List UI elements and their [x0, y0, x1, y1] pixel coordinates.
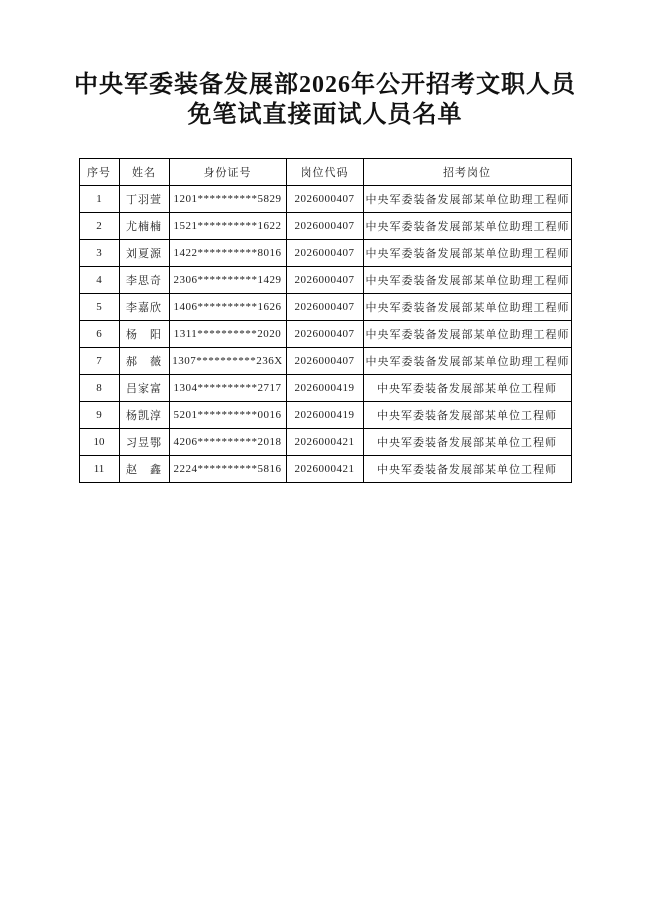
- table-row: [79, 348, 571, 375]
- column-header-id-number: 身份证号: [169, 159, 286, 186]
- cell-position-code: 2026000407: [286, 294, 363, 321]
- cell-name: 刘夏源: [119, 240, 169, 267]
- table-row: [79, 294, 571, 321]
- cell-serial: 8: [79, 375, 119, 402]
- table-row: [79, 402, 571, 429]
- column-header-name: 姓名: [119, 159, 169, 186]
- cell-serial: 7: [79, 348, 119, 375]
- cell-position-code: 2026000407: [286, 213, 363, 240]
- cell-position-code: 2026000407: [286, 186, 363, 213]
- cell-serial: 4: [79, 267, 119, 294]
- document-title: [0, 0, 650, 130]
- cell-position-title: 中央军委装备发展部某单位助理工程师: [363, 240, 571, 267]
- cell-id-number: 1406**********1626: [169, 294, 286, 321]
- table-body: [79, 186, 571, 483]
- cell-serial: 10: [79, 429, 119, 456]
- table-row: [79, 267, 571, 294]
- cell-name: 杨凯淳: [119, 402, 169, 429]
- cell-position-title: 中央军委装备发展部某单位助理工程师: [363, 321, 571, 348]
- cell-name: 尤楠楠: [119, 213, 169, 240]
- column-header-position-title: 招考岗位: [363, 159, 571, 186]
- cell-name: 李思奇: [119, 267, 169, 294]
- cell-position-code: 2026000421: [286, 456, 363, 483]
- cell-position-title: 中央军委装备发展部某单位助理工程师: [363, 348, 571, 375]
- title-line-2: 免笔试直接面试人员名单: [187, 102, 463, 128]
- cell-name: 丁羽萱: [119, 186, 169, 213]
- cell-id-number: 2306**********1429: [169, 267, 286, 294]
- cell-position-title: 中央军委装备发展部某单位助理工程师: [363, 294, 571, 321]
- cell-position-title: 中央军委装备发展部某单位工程师: [363, 456, 571, 483]
- cell-position-title: 中央军委装备发展部某单位工程师: [363, 375, 571, 402]
- cell-name: 吕家富: [119, 375, 169, 402]
- cell-id-number: 1521**********1622: [169, 213, 286, 240]
- cell-position-code: 2026000407: [286, 267, 363, 294]
- cell-position-code: 2026000421: [286, 429, 363, 456]
- cell-id-number: 5201**********0016: [169, 402, 286, 429]
- cell-serial: 6: [79, 321, 119, 348]
- cell-id-number: 1201**********5829: [169, 186, 286, 213]
- table-row: [79, 321, 571, 348]
- cell-id-number: 1422**********8016: [169, 240, 286, 267]
- title-line-1: 中央军委装备发展部2026年公开招考文职人员: [74, 72, 576, 98]
- cell-id-number: 2224**********5816: [169, 456, 286, 483]
- table-row: [79, 375, 571, 402]
- cell-serial: 2: [79, 213, 119, 240]
- cell-name: 赵 鑫: [119, 456, 169, 483]
- cell-name: 杨 阳: [119, 321, 169, 348]
- roster-table: [79, 158, 572, 483]
- cell-id-number: 1304**********2717: [169, 375, 286, 402]
- cell-serial: 3: [79, 240, 119, 267]
- cell-position-title: 中央军委装备发展部某单位工程师: [363, 429, 571, 456]
- cell-position-code: 2026000419: [286, 375, 363, 402]
- cell-position-title: 中央军委装备发展部某单位助理工程师: [363, 213, 571, 240]
- cell-serial: 5: [79, 294, 119, 321]
- cell-serial: 9: [79, 402, 119, 429]
- cell-serial: 1: [79, 186, 119, 213]
- cell-position-title: 中央军委装备发展部某单位助理工程师: [363, 186, 571, 213]
- column-header-serial: 序号: [79, 159, 119, 186]
- cell-id-number: 1311**********2020: [169, 321, 286, 348]
- cell-position-code: 2026000419: [286, 402, 363, 429]
- cell-serial: 11: [79, 456, 119, 483]
- cell-position-code: 2026000407: [286, 321, 363, 348]
- table-row: [79, 456, 571, 483]
- cell-position-code: 2026000407: [286, 240, 363, 267]
- cell-id-number: 1307**********236X: [169, 348, 286, 375]
- cell-name: 郝 薇: [119, 348, 169, 375]
- table-row: [79, 429, 571, 456]
- cell-position-code: 2026000407: [286, 348, 363, 375]
- table-row: [79, 213, 571, 240]
- column-header-position-code: 岗位代码: [286, 159, 363, 186]
- table-header-row: [79, 159, 571, 186]
- cell-name: 习昱鄂: [119, 429, 169, 456]
- table-row: [79, 186, 571, 213]
- cell-id-number: 4206**********2018: [169, 429, 286, 456]
- cell-position-title: 中央军委装备发展部某单位助理工程师: [363, 267, 571, 294]
- table-row: [79, 240, 571, 267]
- cell-name: 李嘉欣: [119, 294, 169, 321]
- cell-position-title: 中央军委装备发展部某单位工程师: [363, 402, 571, 429]
